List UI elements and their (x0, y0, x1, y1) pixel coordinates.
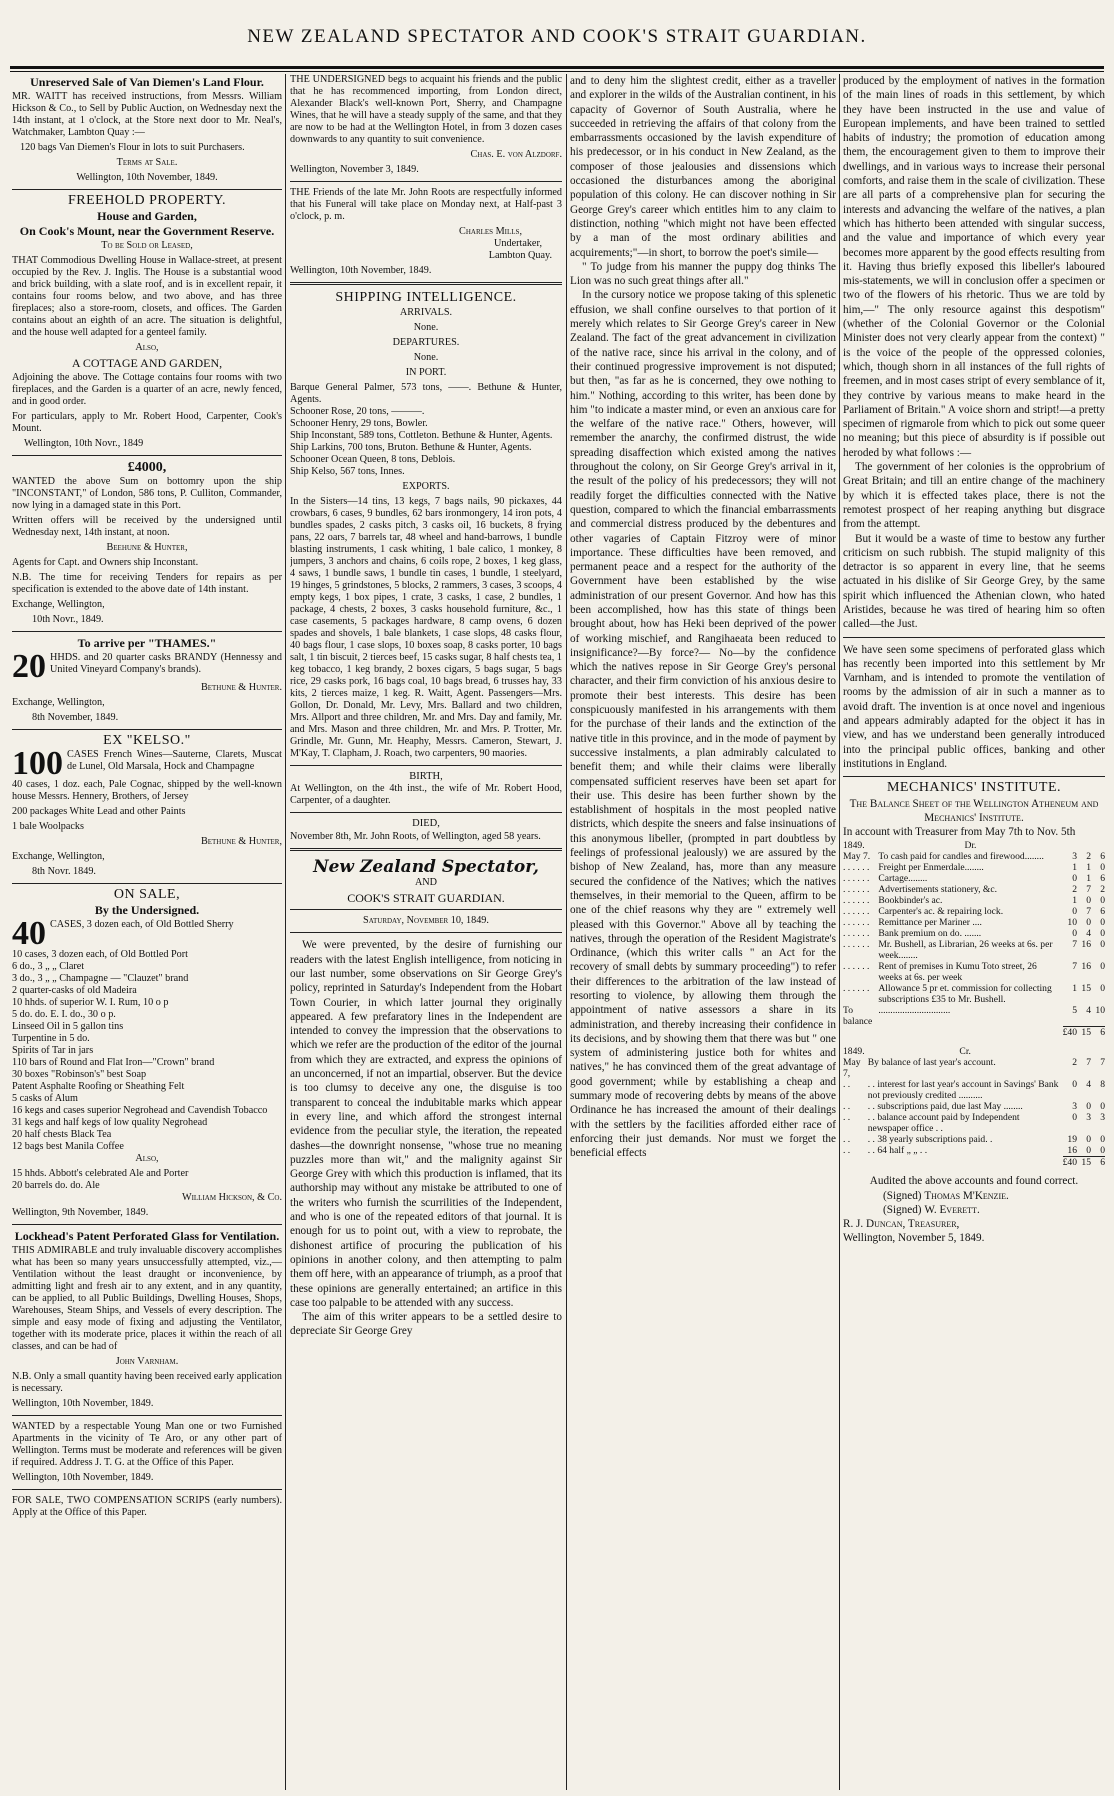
signature: Thomas M'Kenzie. (924, 1189, 1009, 1202)
table-cell: 0 (1100, 1101, 1105, 1113)
table-cell: Cartage........ (878, 872, 928, 884)
table-cell: 1849. (843, 1046, 865, 1058)
table-cell: 1 (1072, 861, 1077, 873)
table-cell: 16 (1081, 938, 1091, 950)
list-item: Spirits of Tar in jars (12, 1044, 94, 1056)
signature: W. Everett. (924, 1203, 980, 1216)
table-cell: Allowance 5 pr et. commission for collecting subscriptions £35 to Mr. Bushell. (878, 982, 1052, 1005)
table-cell: . . 38 yearly subscriptions paid. . (867, 1134, 993, 1146)
exports-body: In the Sisters—14 tins, 13 kegs, 7 bags nails, 90 pickaxes, 44 crowbars, 6 cases, 9 bundles, 62 bars ironmongery, 14 iron pots, 4 bundles spades, 2 casks pitch, 3 casks oil, 16 buckets, 8 frying pans, 22 oars, 7 barrels tar, 48 wheel and hand-barrows, 1 bundle blasting instruments, 1 cask whiting, 1 bale calico, 1 monkey, 8 jumpers, 3 anchors and chains, 6 coils rope, 2 boxes, 1 keg glass, 4 saws, 1 bundle saws, 1 bundle tin cases, 1 bundle, 1 steelyard, 19 hinges, 5 grindstones, 5 blocks, 2 rammers, 3 cases, 3 scoops, 4 empty kegs, 1 box pipes, 1 crate, 3 casks, 1 case, 2 bundles, 1 package, 4 chests, 2 boxes, 3 casks household furniture, &c., 1 case casements, 5 packages hardware, 8 camp ovens, 6 dozen spades and shovels, 1 bale blankets, 1 case slops, 48 casks flour, 40 bags flour, 1 case slops, 10 boxes soap, 8 casks porter, 10 bags salt, 1 tin biscuit, 2 tierces beef, 15 casks sugar, 8 half chests tea, 1 keg tobacco, 1 keg brandy, 2 boxes cigars, 5 bags sugar, 5 bags rice, 29 casks pork, 16 bags coal, 10 bags bread, 6 trusses hay, 33 kits, 2 tierces maize, 1 keg. R. Waitt, Agent. Passengers—Mrs. Gollon, Dr. Donald, Mr. Levy, Mrs. Ballard and two children, Mrs. Allport and three children, Mr. and Mrs. Day and family, Mr. and Mrs. Mason and three children, Mr. and Mrs. P. Trotter, Mr. Grindle, Mr. Gunn, Mr. Heaphy, Messrs. Cameron, Stewart, J. M'Kay, T. Clapham, J. Roach, two carpenters, 90 maories. (290, 495, 562, 759)
ad-date: Exchange, Wellington, (12, 598, 105, 610)
table-row (843, 906, 1105, 917)
ad-date: 8th Novr. 1849. (32, 866, 96, 878)
ad-subheading: By the Undersigned. (94, 902, 200, 917)
ad-signature: Undertaker, (494, 238, 542, 249)
ad-date: Wellington, 10th November, 1849. (12, 1471, 154, 1483)
ad-body: For particulars, apply to Mr. Robert Hood, Carpenter, Cook's Mount. (12, 410, 282, 434)
editorial-header (290, 856, 562, 934)
ad-ventilation (12, 1230, 282, 1410)
ship-entry: Schooner Rose, 20 tons, ———. (290, 405, 425, 417)
table-cell: 3 (1086, 1112, 1091, 1124)
table-cell: 0 (1086, 1101, 1091, 1113)
table-cell: . . . . . . (843, 872, 870, 884)
debit-table (843, 840, 1105, 1039)
table-cell: 0 (1100, 894, 1105, 906)
ad-also: Also, (135, 1152, 159, 1164)
total-row (843, 1027, 1105, 1039)
ad-bottomry (12, 461, 282, 626)
table-cell: . . 64 half „ „ . . (867, 1145, 928, 1157)
table-cell: 7 (1086, 905, 1091, 917)
table-cell: 1849. (843, 839, 865, 851)
ad-date: 8th November, 1849. (32, 711, 119, 723)
table-cell: 5 (1072, 1004, 1077, 1016)
table-row (843, 1134, 1105, 1145)
table-row (843, 1112, 1105, 1134)
table-cell: Advertisements stationery, &c. (878, 883, 998, 895)
ad-thames (12, 637, 282, 724)
birth-notice (290, 771, 562, 808)
table-row (843, 928, 1105, 939)
table-row (843, 961, 1105, 983)
table-cell: 0 (1072, 905, 1077, 917)
ad-signature: Bethune & Hunter, (200, 836, 282, 848)
ad-date: Wellington, November 3, 1849. (290, 164, 419, 175)
table-cell: 0 (1086, 1145, 1091, 1157)
ad-compensation-scrips (12, 1495, 282, 1519)
ad-date: Wellington, 10th Novr., 1849 (24, 437, 144, 449)
ad-body: MR. WAITT has received instructions, from Messrs. William Hickson & Co., to Sell by Public Auction, on Wednesday next the 14th instant, at 1 o'clock, at the Store next door to Mr. Neal's, Watchmaker, Lambton Quay :— (12, 91, 282, 138)
ad-body: WANTED by a respectable Young Man one or two Furnished Apartments in the vicinity of Te Aro, or any other part of Wellington. Terms must be moderate and references will be given if required. Address J. T. G. at the Office of this Paper. (12, 1420, 282, 1468)
ad-date: 10th Novr., 1849. (32, 613, 104, 625)
ad-signature: Lambton Quay. (488, 250, 552, 261)
table-cell: 0 (1072, 872, 1077, 884)
mechanics-institute (843, 782, 1105, 1245)
ship-entry: Ship Kelso, 567 tons, Innes. (290, 465, 405, 477)
table-cell: 1 (1072, 982, 1077, 994)
table-cell: . . . . . . (843, 982, 870, 994)
separator (12, 1415, 282, 1416)
list-item: 30 boxes "Robinson's" best Soap (12, 1068, 147, 1080)
table-cell: 6 (1100, 872, 1105, 884)
section-title: MECHANICS' INSTITUTE. (886, 780, 1061, 796)
editorial-paragraph: In the cursory notice we propose taking of this splenetic effusion, we shall confine ourselves to that portion of it merely which relates to Sir George Grey's career in New Zealand. The fact of the great advancement in civilization of the native race, since his arrival in the colony, and of their continued progressive improvement is not disputed; but then, "as far as he is concerned, they owe nothing to him." Nothing, according to this writer, has been done by him "to indicate a master mind, or even an anxious care for the welfare of the native race." Others, however, will remember the anarchy, the confirmed distrust, the wide spreading disaffection which existed among the natives throughout the colony, on Sir George Grey's arrival in it, the result of the policy of his predecessors; they will not readily forget the difficulties connected with the Native question, compared to which the financial embarrassments and commercial distress produced by the debentures and other vagaries of Captain Fitzroy were of minor importance. These difficulties have been removed, and permanent peace and a respect for the authority of the Government have been established by the wise administration of our present Governor. And how has this been accomplished, how has this state of things been brought about, how has Heki been deprived of the power of working mischief, and Rangihaeata been reduced to insignificance?—By force?— No—by the confidence which the natives repose in Sir George Grey's personal character, and their firm conviction of his anxious desire to promote their best interests. This desire has been conspicuously manifested in his arrangements with them for the purchase of their lands and the extinction of the native title in this province, and in the mode of payment by successive instalments, a plan admirably calculated to benefit them; and while their claims were liberally compensated sufficient reserves have been set apart for their use. This desire has been further shown by the establishment of hospitals in the most peopled native districts, which despite the sneers and false insinuations of this anonymous libeller, (prompted in part doubtless by feelings of professional jealously) we are assured by the bishop of New Zealand, has, more than any measure secured the confidence of the Natives; which the natives themselves, in their memorial to the Queen, affirm to be one of the chief reasons why they are " extremely well pleased with this Governor." Above all by teaching the natives, through the operation of the Resident Magistrate's Ordinance, (which this writer calls " an Act for the recovery of small debts by summary proceeding") to refer their differences to the arbitration of the law instead of resorting to violence, by allowing them through the appointment of native assessors a share in its administration, and thereby increasing their confidence in its decisions, and by showing them that there was but " one system of administering justice both for whites and natives," he has convinced them of the great advantage of good government; while by establishing a cheap and summary mode of recovering debts by means of the above Ordinance he has increased the amount of their dealings with the settlers by the facilities afforded either race of enforcing their just demands. Nor must we forget the beneficial effects (570, 289, 836, 1160)
masthead: NEW ZEALAND SPECTATOR AND COOK'S STRAIT GUARDIAN. (247, 26, 867, 47)
table-cell: 8 (1100, 1079, 1105, 1091)
ad-line: 1 bale Woolpacks (12, 821, 84, 833)
table-cell: . . . . . . (843, 960, 870, 972)
list-item: 15 hhds. Abbott's celebrated Ale and Porter (12, 1167, 189, 1179)
total-row (843, 1157, 1105, 1169)
credit-table (843, 1046, 1105, 1168)
list-item: 10 hhds. of superior W. I. Rum, 10 o p (12, 996, 169, 1008)
table-row (843, 873, 1105, 884)
section-subheading: In account with Treasurer from May 7th to Nov. 5th (843, 826, 1076, 839)
ad-body: Adjoining the above. The Cottage contains four rooms with two fireplaces, and the Garden is a quarter of an acre, newly fenced, and in good order. (12, 371, 282, 407)
table-cell: . . balance account paid by Independent newspaper office . . (867, 1112, 1020, 1135)
ad-body: THIS ADMIRABLE and truly invaluable discovery accomplishes what has been so many years unsuccessfully attempted, viz.,—Ventilation without the least draught or inconvenience, by admitting light and fresh air to any extent, and in any quantity, can be applied, to all Public Buildings, Dwelling Houses, Shops, Warehouses, Steam Ships, and Vessels of every description. The simple and easy mode of fixing and adjusting the Ventilator, together with its moderate price, places it within the reach of all classes, and can be had of (12, 1244, 282, 1352)
table-cell: . . (843, 1112, 851, 1124)
section-subheading: The Balance Sheet of the Wellington Atheneum and Mechanics' Institute. (849, 797, 1099, 825)
editorial-paragraph: and to deny him the slightest credit, either as a traveller and explorer in the wilds of the Australian continent, in his capacity of Governor of South Australia, where he succeeded in retrieving the affairs of that colony from the embarrassments occasioned by the lavish expenditure of his predecessor, or in his conduct in New Zealand, as the composer of those jealousies and dissensions which occasioned the disturbances among the aboriginal population of this colony. He can discover nothing in Sir George Grey's career which entitles him to any claim to distinction, nothing "which might not have been effected by a man of the most ordinary abilities and acquirements;"—in short, to borrow the poet's simile— (570, 75, 836, 259)
editorial-paragraph: We have seen some specimens of perforated glass which has recently been imported into this settlement by Mr Varnham, and is intended to promote the ventilation of rooms by the admission of air in such a manner as to avoid draft. The invention is at once novel and ingenious and appears admirably adapted for the object it has in view, and has we understand been generally introduced into the principal public offices, banking and other institutions in England. (843, 643, 1105, 770)
paper-date: Saturday, November 10, 1849. (363, 915, 489, 927)
ad-signature: Charles Mills, (459, 226, 522, 237)
table-cell: 6 (1091, 1027, 1105, 1039)
ad-date: Wellington, 9th November, 1849. (12, 1206, 149, 1218)
table-cell: 0 (1086, 916, 1091, 928)
notice-body: At Wellington, on the 4th inst., the wife of Mr. Robert Hood, Carpenter, of a daughter. (290, 783, 562, 807)
section-text: None. (413, 351, 439, 363)
ad-note: N.B. The time for receiving Tenders for repairs as per specification is extended to the above date of 14th instant. (12, 571, 282, 595)
separator (290, 909, 562, 910)
table-cell: . . . . . . (843, 905, 870, 917)
table-cell: 0 (1100, 916, 1105, 928)
separator (290, 932, 562, 933)
table-cell: 6 (1100, 905, 1105, 917)
list-item: 10 cases, 3 dozen each, of Old Bottled Port (12, 948, 188, 960)
ad-signature: John Varnham. (115, 1355, 179, 1367)
table-cell: . . (843, 1134, 851, 1146)
list-item: 110 bars of Round and Flat Iron—"Crown" brand (12, 1056, 215, 1068)
ad-heading: Unreserved Sale of Van Diemen's Land Flour. (30, 75, 264, 89)
section-title: SHIPPING INTELLIGENCE. (335, 290, 517, 305)
ad-body: FOR SALE, TWO COMPENSATION SCRIPS (early numbers). Apply at the Office of this Paper. (12, 1494, 282, 1518)
ad-signature: William Hickson, & Co. (181, 1191, 282, 1203)
audit-note: Audited the above accounts and found correct. (869, 1175, 1079, 1188)
ad-freehold (12, 195, 282, 450)
table-cell: 0 (1072, 1079, 1077, 1091)
separator (12, 1224, 282, 1225)
ad-title: To arrive per "THAMES." (77, 635, 217, 650)
table-cell: 3 (1072, 850, 1077, 862)
separator (843, 637, 1105, 638)
separator (12, 189, 282, 190)
editorial-paragraph: produced by the employment of natives in the formation of the main lines of roads in this settlement, by which they have been instructed in the use and value of European implements, and have been trained to settled habits of industry; the promotion of education among them, the encouragement given to them to improve their dwellings, and in various ways to increase their personal comforts, and raise them in the scale of civilization. These are all parts of a comprehensive plan for securing the interests and advancing the welfare of the natives, a plan which has hitherto been attended with singular success, and the value and importance of which every year becomes more apparent by the good effects resulting from it. Having thus briefly exposed this libeller's laboured mis-statements, we will in conclusion offer a specimen or two of the flowers of his rhetoric. Thus we are told by him,—" The only resource against this despotism"(whether of the Colonial Governor or the Colonial Minister does not very clearly appear from the context) " is the voice of the people of the oppressed colonies, which, though shorn in all instances of the full rights of freemen, and in most cases stript of every semblance of it, they contrive by various means to make heard in the Parliament of Britain." A voice shorn and stript!—a pretty specimen of rigmarole from which to pick out some queer no meaning; but this piece of absurdity is if possible out heroded by what follows :— (843, 75, 1105, 459)
table-cell: 6 (1091, 1157, 1105, 1169)
separator (290, 812, 562, 813)
table-cell: By balance of last year's account. (867, 1057, 996, 1069)
table-cell: . . . . . . (843, 894, 870, 906)
ad-number: 20 (12, 647, 46, 685)
table-row (843, 1101, 1105, 1112)
masthead-rule-thin (10, 71, 1104, 72)
notice-title: DIED, (412, 818, 440, 830)
column-2 (290, 74, 562, 1790)
ad-signature: Chas. E. von Alzdorf. (470, 149, 562, 160)
list-item: 12 bags best Manila Coffee (12, 1140, 124, 1152)
notice-body: November 8th, Mr. John Roots, of Wellington, aged 58 years. (290, 830, 541, 842)
ad-line: 40 cases, 1 doz. each, Pale Cognac, shipped by the well-known house Messrs. Hennery, Brothers, of Jersey (12, 779, 282, 803)
list-item: Patent Asphalte Roofing or Sheathing Felt (12, 1080, 185, 1092)
table-cell: 0 (1072, 927, 1077, 939)
ship-entry: Ship Inconstant, 589 tons, Cottleton. Bethune & Hunter, Agents. (290, 429, 553, 441)
death-notice (290, 818, 562, 843)
section-subheading: DEPARTURES. (392, 336, 460, 348)
ad-date: Wellington, 10th November, 1849. (12, 1397, 154, 1409)
table-cell: 2 (1086, 850, 1091, 862)
ad-date: Wellington, 10th November, 1849. (76, 172, 218, 183)
table-cell: Cr. (959, 1046, 971, 1058)
ad-signature: Bethune & Hunter. (200, 681, 282, 693)
table-cell: Bank premium on do. ....... (878, 927, 982, 939)
section-subheading: IN PORT. (405, 366, 447, 378)
table-cell: 15 (1077, 1157, 1091, 1169)
table-cell: 0 (1100, 1134, 1105, 1146)
table-cell: 4 (1086, 927, 1091, 939)
separator (12, 455, 282, 456)
table-cell: . . . . . . (843, 938, 870, 950)
table-cell: 10 (1095, 1004, 1105, 1016)
table-cell: To cash paid for candles and firewood........ (878, 850, 1044, 862)
table-cell: £40 (1062, 1157, 1077, 1169)
editorial-body (290, 938, 562, 1338)
table-row (843, 1079, 1105, 1101)
table-cell: . . . . . . (843, 883, 870, 895)
column-rule (285, 74, 286, 1790)
paper-subname: COOK'S STRAIT GUARDIAN. (347, 891, 505, 906)
table-cell: . . (843, 1101, 851, 1113)
table-cell: 1 (1086, 872, 1091, 884)
table-cell: 19 (1067, 1134, 1077, 1146)
signed-label: (Signed) (883, 1203, 922, 1216)
ad-wines (290, 74, 562, 176)
ship-entry: Schooner Ocean Queen, 8 tons, Deblois. (290, 453, 456, 465)
table-cell: 15 (1077, 1027, 1091, 1039)
table-cell: . . subscriptions paid, due last May ........ (867, 1101, 1023, 1113)
treasurer-date: Wellington, November 5, 1849. (843, 1232, 985, 1245)
ad-funeral (290, 187, 562, 277)
ship-entry: Barque General Palmer, 573 tons, ——. Bethune & Hunter, Agents. (290, 381, 562, 405)
editorial-paragraph: We were prevented, by the desire of furnishing our readers with the latest English intelligence, from noticing in our last number, some observations on Sir George Grey's policy, reprinted in Saturday's Independent from the Hobart Town Courier, in which latter journal they originally appeared. A few prefaratory lines in the Independent are intended to convey the impression that the observations to which we refer are the production of the editor of the journal from which they are extracted, and express the opinions of an unconcerned, if not an impartial, observer. But the device is too clumsy to deceive any one, the disguise is too transparent to conceal the indubitable marks which appear in every line, and which afford the strongest internal evidence from the peculiar style, the iteration, the repeated dashes—the downright nonsense, "whose true no meaning puzzles more than wit," and the malignity against Sir George Grey with which this production is inflamed, that its authorship may without any mistake be attributed to one of the writers who furnish the scurrilities of the Independent, and who is one of the repeated editors of that journal. It is enough for us to point out, with a view to reprobate, the dishonest artifice of procuring the publication of his opinions in another colony, and then attempting to palm them off here, with an appearance of triumph, as a proof that these opinions are generally entertained; an artifice in this case too palpable to be attended with any success. (290, 939, 562, 1309)
ad-item: 120 bags Van Diemen's Flour in lots to suit Purchasers. (20, 142, 245, 153)
table-row (843, 895, 1105, 906)
table-row (843, 983, 1105, 1005)
section-subheading: ARRIVALS. (399, 306, 453, 318)
ad-title: Lockhead's Patent Perforated Glass for Ventilation. (14, 1228, 280, 1243)
table-cell: 16 (1067, 1145, 1077, 1157)
column-1 (12, 74, 282, 1790)
table-cell: 7 (1072, 960, 1077, 972)
ad-body: THAT Commodious Dwelling House in Wallace-street, at present occupied by the Rev. J. Inglis. The House is a substantial wood and brick building, with a slate roof, and is in excellent repair, it contains four rooms below, and two above, and has three fireplaces; also a store-room, closets, and offices. The Garden contains about an eighth of an acre. The situation is delightful, and the house well adapted for a genteel family. (12, 254, 282, 338)
ad-also: Also, (135, 341, 159, 353)
table-row (843, 917, 1105, 928)
table-cell: 0 (1100, 861, 1105, 873)
column-rule (566, 74, 567, 1790)
table-cell: Remittance per Mariner .... (878, 916, 982, 928)
ad-note: N.B. Only a small quantity having been received early application is necessary. (12, 1370, 282, 1394)
table-cell: Mr. Bushell, as Librarian, 26 weeks at 6s. per week........ (878, 938, 1053, 961)
table-cell: .............................. (878, 1004, 951, 1016)
list-item: 5 do. do. E. I. do., 30 o p. (12, 1008, 116, 1020)
table-cell: 1 (1086, 861, 1091, 873)
notice-title: BIRTH, (409, 770, 443, 782)
table-cell: 0 (1100, 1145, 1105, 1157)
ad-signature: Beehune & Hunter, (106, 541, 188, 553)
ad-terms: Terms at Sale. (116, 157, 178, 168)
table-cell: 7 (1086, 883, 1091, 895)
table-cell: Dr. (964, 839, 977, 851)
ad-signature: Agents for Capt. and Owners ship Inconstant. (12, 556, 199, 568)
list-item: 6 do., 3 „ „ Claret (12, 960, 85, 972)
separator (290, 848, 562, 853)
shipping-intelligence (290, 292, 562, 760)
table-cell: 0 (1086, 894, 1091, 906)
table-cell: Bookbinder's ac. (878, 894, 943, 906)
table-cell: 0 (1100, 927, 1105, 939)
table-row (843, 939, 1105, 961)
editorial-quote: The government of her colonies is the opprobrium of Great Britain; and till an entire change of the machinery by which it is effected takes place, there is not the remotest prospect of her reaping anything but disgrace from the attempt. (843, 461, 1105, 531)
table-row (843, 862, 1105, 873)
paper-name: New Zealand Spectator, (313, 856, 539, 877)
ad-number: 100 (12, 745, 63, 783)
table-cell: Rent of premises in Kumu Toto street, 26 weeks at 6s. per week (878, 960, 1037, 983)
table-cell: 2 (1100, 883, 1105, 895)
table-cell: 10 (1067, 916, 1077, 928)
list-item: Turpentine in 5 do. (12, 1032, 90, 1044)
ad-title: EX "KELSO." (103, 732, 191, 748)
item-list (12, 949, 282, 1153)
ad-date: Exchange, Wellington, (12, 696, 105, 708)
ad-subheading: To be Sold or Leased, (101, 239, 193, 251)
table-cell: 0 (1100, 938, 1105, 950)
ad-title: £4000, (127, 459, 167, 475)
list-item: 31 kegs and half kegs of low quality Negrohead (12, 1116, 208, 1128)
table-cell: Freight per Enmerdale........ (878, 861, 984, 873)
list-item: 16 kegs and cases superior Negrohead and Cavendish Tobacco (12, 1104, 268, 1116)
table-cell: . . . . . . (843, 927, 870, 939)
ad-line: 200 packages White Lead and other Paints (12, 806, 186, 818)
ad-subheading: On Cook's Mount, near the Government Reserve. (19, 223, 275, 238)
table-row (843, 851, 1105, 862)
table-cell: 0 (1086, 1134, 1091, 1146)
table-cell: . . . . . . (843, 916, 870, 928)
separator (843, 776, 1105, 777)
ad-number: 40 (12, 914, 46, 952)
table-row (843, 884, 1105, 895)
table-cell: To balance (843, 1004, 873, 1027)
ad-date: Exchange, Wellington, (12, 851, 105, 863)
table-cell: 7 (1072, 938, 1077, 950)
list-item: 20 half chests Black Tea (12, 1128, 112, 1140)
table-cell: 4 (1086, 1004, 1091, 1016)
table-cell: 7 (1100, 1057, 1105, 1069)
editorial-quote: " To judge from his manner the puppy dog thinks The Lion was no such great things after all." (570, 260, 836, 288)
table-cell: 3 (1072, 1101, 1077, 1113)
separator (290, 765, 562, 766)
table-cell: . . interest for last year's account in Savings' Bank not previously credited .......... (867, 1079, 1059, 1102)
table-cell: 6 (1100, 850, 1105, 862)
table-row (843, 1005, 1105, 1027)
ad-title: FREEHOLD PROPERTY. (67, 193, 227, 208)
table-row (843, 1145, 1105, 1157)
separator (12, 883, 282, 884)
separator (12, 729, 282, 730)
ad-flour-sale (12, 76, 282, 184)
ad-subheading: A COTTAGE AND GARDEN, (71, 355, 223, 370)
table-cell: . . . . . . (843, 861, 870, 873)
table-cell: 7 (1086, 1057, 1091, 1069)
column-3 (570, 74, 836, 1790)
table-cell: 0 (1100, 960, 1105, 972)
section-subheading: EXPORTS. (402, 480, 450, 492)
paper-and: AND (414, 877, 438, 889)
list-item: Linseed Oil in 5 gallon tins (12, 1020, 124, 1032)
table-cell: 0 (1072, 1112, 1077, 1124)
table-cell: May 7, (843, 1057, 861, 1080)
table-cell: 0 (1100, 982, 1105, 994)
table-cell: . . (843, 1079, 851, 1091)
table-cell: 4 (1086, 1079, 1091, 1091)
separator (290, 181, 562, 182)
table-cell: 2 (1072, 1057, 1077, 1069)
ad-body: Written offers will be received by the undersigned until Wednesday next, 14th instant, at noon. (12, 514, 282, 538)
separator (290, 282, 562, 287)
ad-wanted-apartments (12, 1421, 282, 1484)
ship-entry: Ship Larkins, 700 tons, Bruton. Bethune & Hunter, Agents. (290, 441, 532, 453)
section-text: None. (413, 321, 439, 333)
list-item: 3 do., 3 „ „ Champagne — "Clauzet" brand (12, 972, 189, 984)
table-cell: 2 (1072, 883, 1077, 895)
table-cell: 3 (1100, 1112, 1105, 1124)
list-item: 2 quarter-casks of old Madeira (12, 984, 137, 996)
separator (12, 1489, 282, 1490)
ad-on-sale (12, 889, 282, 1219)
ad-title: ON SALE, (113, 887, 181, 903)
treasurer: R. J. Duncan, Treasurer, (843, 1218, 960, 1231)
table-cell: 1 (1072, 894, 1077, 906)
editorial-paragraph: But it would be a waste of time to bestow any further criticism on such rubbish. The stupid malignity of this detractor is so apparent in every line, that he seems actuated in his dislike of Sir George Grey, by the same spirit which influenced the Athenian clown, who hated Aristides, because he was tired of hearing him so often called—the Just. (843, 532, 1105, 631)
table-row (843, 1057, 1105, 1079)
ship-entry: Schooner Henry, 29 tons, Bowler. (290, 417, 428, 429)
table-cell: . . (843, 1145, 851, 1157)
ad-body: THE Friends of the late Mr. John Roots are respectfully informed that his Funeral will take place on Monday next, at Half-past 3 o'clock, p. m. (290, 187, 562, 222)
ad-body: CASES French Wines—Sauterne, Clarets, Muscat de Lunel, Old Marsala, Hock and Champagne (67, 749, 282, 773)
editorial-paragraph: The aim of this writer appears to be a settled desire to depreciate Sir George Grey (290, 1311, 562, 1338)
ad-body: THE UNDERSIGNED begs to acquaint his friends and the public that he has recommenced importing, from London direct, Alexander Black's well-known Port, Sherry, and Champagne Wines, that he will have a steady supply of the same, and that they are now to be had at the Wellington Hotel, in from 3 dozen cases downwards to any quantity to suit convenience. (290, 74, 562, 145)
separator (12, 631, 282, 632)
ad-body: WANTED the above Sum on bottomry upon the ship "INCONSTANT," of London, 586 tons, P. Culliton, Commander, now lying in a damaged state in this Port. (12, 475, 282, 511)
list-item: 20 barrels do. do. Ale (12, 1179, 100, 1191)
ad-date: Wellington, 10th November, 1849. (290, 265, 432, 276)
table-cell: May 7. (843, 850, 871, 862)
signed-label: (Signed) (883, 1189, 922, 1202)
table-cell: 16 (1081, 960, 1091, 972)
table-cell: £40 (1062, 1027, 1077, 1039)
ad-body: HHDS. and 20 quarter casks BRANDY (Hennessy and United Vineyard Company's brands). (50, 651, 282, 675)
list-item: 5 casks of Alum (12, 1092, 78, 1104)
table-cell: 15 (1081, 982, 1091, 994)
ad-kelso (12, 732, 282, 879)
column-4 (843, 74, 1105, 1790)
column-rule (839, 74, 840, 1790)
ad-subheading: House and Garden, (97, 208, 197, 223)
table-cell: Carpenter's ac. & repairing lock. (878, 905, 1004, 917)
masthead-rule-thick (10, 66, 1104, 69)
ad-body: CASES, 3 dozen each, of Old Bottled Sherry (50, 918, 234, 930)
